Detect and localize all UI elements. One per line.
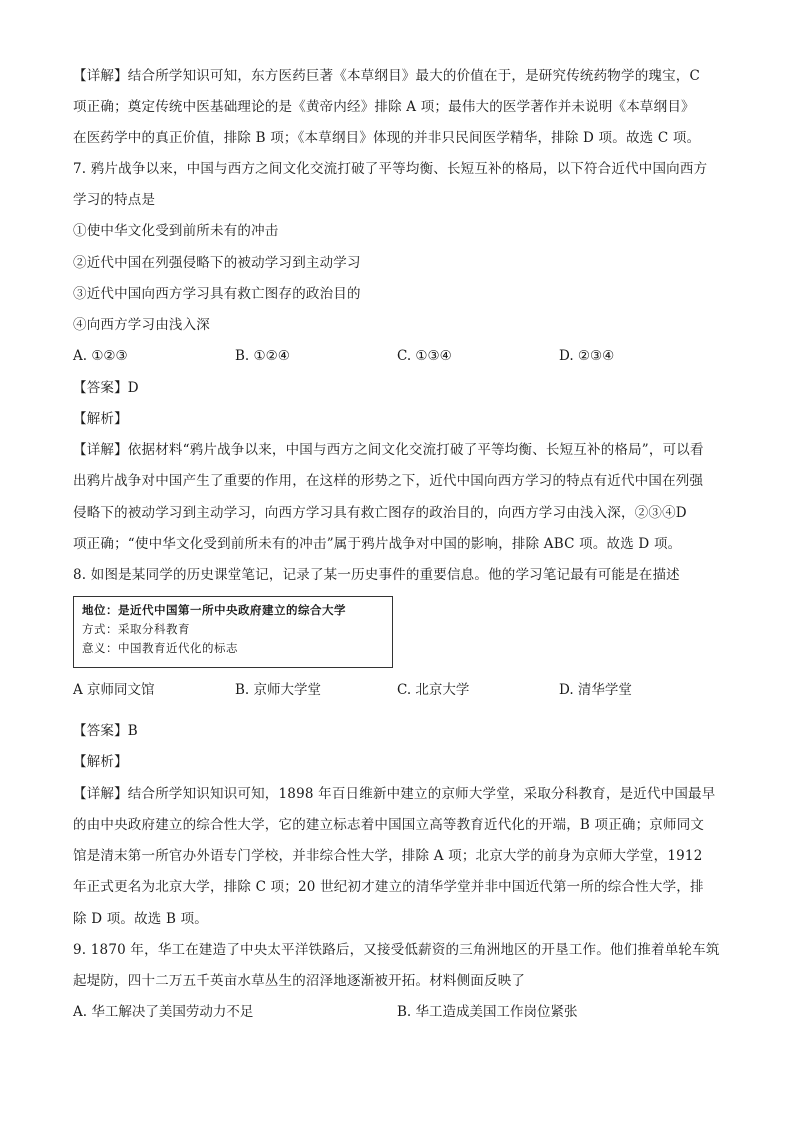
q8-detail-line: 【详解】结合所学知识知识可知，1898 年百日维新中建立的京师大学堂，采取分科教育，是近代中国最早 <box>73 786 716 802</box>
q7-statement: ③近代中国向西方学习具有救亡图存的政治目的 <box>73 286 361 302</box>
q9-option-a: A. 华工解决了美国劳动力不足 <box>73 1004 254 1020</box>
q7-option-b: B. ①②④ <box>235 348 290 364</box>
q8-stem: 8. 如图是某同学的历史课堂笔记，记录了某一历史事件的重要信息。他的学习笔记最有可能是在描述 <box>73 567 680 583</box>
q8-answer: 【答案】B <box>73 723 138 739</box>
q8-note-line: 地位：是近代中国第一所中央政府建立的综合大学 <box>82 603 346 617</box>
q6-detail-line: 在医药学中的真正价值，排除 B 项；《本草纲目》体现的并非只民间医学精华，排除 D 项。故选 C 项。 <box>73 130 701 146</box>
q8-note-line: 意义：中国教育近代化的标志 <box>82 641 238 655</box>
q8-option-d: D. 清华学堂 <box>559 682 632 698</box>
q7-statement: ④向西方学习由浅入深 <box>73 317 210 333</box>
q7-option-c: C. ①③④ <box>397 348 452 364</box>
q8-detail-line: 年正式更名为北京大学，排除 C 项；20 世纪初才建立的清华学堂并非中国近代第一所的综合性大学，排 <box>73 879 704 895</box>
q7-detail-line: 【详解】依据材料“鸦片战争以来，中国与西方之间文化交流打破了平等均衡、长短互补的格局”，可以看 <box>73 442 704 458</box>
q7-analysis-heading: 【解析】 <box>73 411 128 427</box>
q9-stem-line: 起堤防，四十二万五千英亩水草丛生的沼泽地逐渐被开拓。材料侧面反映了 <box>73 973 526 989</box>
q6-detail-line: 项正确；奠定传统中医基础理论的是《黄帝内经》排除 A 项；最伟大的医学著作并未说明《本草纲目》 <box>73 99 695 115</box>
q8-analysis-heading: 【解析】 <box>73 754 128 770</box>
q9-stem-line: 9. 1870 年，华工在建造了中央太平洋铁路后，又接受低薪资的三角洲地区的开垦工作。他们推着单轮车筑 <box>73 942 720 958</box>
q7-detail-line: 项正确；“使中华文化受到前所未有的冲击”属于鸦片战争对中国的影响，排除 ABC 项。故选 D 项。 <box>73 536 682 552</box>
q8-detail-line: 馆是清末第一所官办外语专门学校，并非综合性大学，排除 A 项；北京大学的前身为京师大学堂，1912 <box>73 848 703 864</box>
q8-detail-line: 除 D 项。故选 B 项。 <box>73 911 209 927</box>
q7-stem-line: 7. 鸦片战争以来，中国与西方之间文化交流打破了平等均衡、长短互补的格局，以下符合近代中国向西方 <box>73 161 708 177</box>
q7-statement: ①使中华文化受到前所未有的冲击 <box>73 223 279 239</box>
q7-statement: ②近代中国在列强侵略下的被动学习到主动学习 <box>73 255 361 271</box>
q8-option-b: B. 京师大学堂 <box>235 682 322 698</box>
q7-detail-line: 出鸦片战争对中国产生了重要的作用，在这样的形势之下，近代中国向西方学习的特点有近代中国在列强 <box>73 473 704 489</box>
q8-detail-line: 的由中央政府建立的综合性大学，它的建立标志着中国国立高等教育近代化的开端，B 项正确；京师同文 <box>73 817 705 833</box>
q8-note-line: 方式：采取分科教育 <box>82 622 190 636</box>
q7-answer: 【答案】D <box>73 380 139 396</box>
q7-option-d: D. ②③④ <box>559 348 615 364</box>
q7-stem-line: 学习的特点是 <box>73 192 156 208</box>
q6-detail-line: 【详解】结合所学知识可知，东方医药巨著《本草纲目》最大的价值在于，是研究传统药物学的瑰宝，C <box>73 68 701 84</box>
q8-note-box <box>73 596 393 668</box>
q7-detail-line: 侵略下的被动学习到主动学习，向西方学习具有救亡图存的政治目的，向西方学习由浅入深，②③④D <box>73 505 687 521</box>
q8-option-c: C. 北京大学 <box>397 682 470 698</box>
q8-option-a: A 京师同文馆 <box>73 682 155 698</box>
q9-option-b: B. 华工造成美国工作岗位紧张 <box>397 1004 578 1020</box>
q7-option-a: A. ①②③ <box>73 348 128 364</box>
